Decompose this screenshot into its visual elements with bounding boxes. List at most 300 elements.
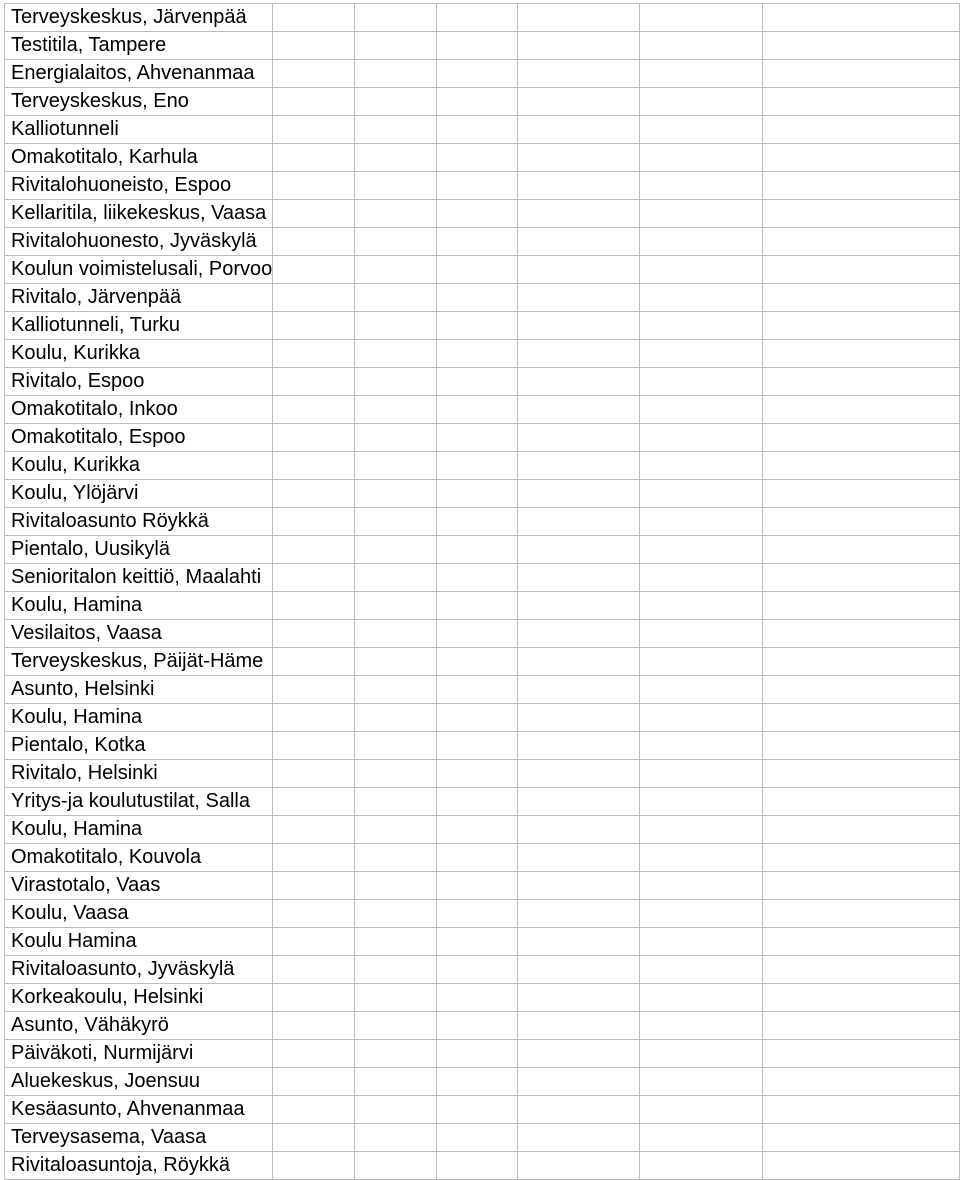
empty-cell[interactable]	[639, 340, 762, 368]
empty-cell[interactable]	[518, 480, 640, 508]
empty-cell[interactable]	[518, 1012, 640, 1040]
empty-cell[interactable]	[273, 1012, 355, 1040]
empty-cell[interactable]	[639, 956, 762, 984]
empty-cell[interactable]	[639, 368, 762, 396]
empty-cell[interactable]	[518, 1152, 640, 1180]
empty-cell[interactable]	[273, 844, 355, 872]
empty-cell[interactable]	[436, 788, 518, 816]
empty-cell[interactable]	[354, 60, 436, 88]
empty-cell[interactable]	[436, 424, 518, 452]
cell-location-name[interactable]	[5, 984, 273, 1012]
cell-location-name[interactable]	[5, 172, 273, 200]
empty-cell[interactable]	[354, 928, 436, 956]
empty-cell[interactable]	[354, 200, 436, 228]
empty-cell[interactable]	[639, 4, 762, 32]
empty-cell[interactable]	[436, 704, 518, 732]
empty-cell[interactable]	[639, 480, 762, 508]
empty-cell[interactable]	[518, 956, 640, 984]
empty-cell[interactable]	[354, 704, 436, 732]
empty-cell[interactable]	[354, 536, 436, 564]
empty-cell[interactable]	[639, 172, 762, 200]
empty-cell[interactable]	[639, 256, 762, 284]
empty-cell[interactable]	[639, 1012, 762, 1040]
empty-cell[interactable]	[763, 116, 960, 144]
empty-cell[interactable]	[518, 228, 640, 256]
empty-cell[interactable]	[354, 508, 436, 536]
cell-location-name[interactable]	[5, 592, 273, 620]
empty-cell[interactable]	[273, 1096, 355, 1124]
empty-cell[interactable]	[763, 88, 960, 116]
cell-location-name[interactable]	[5, 956, 273, 984]
empty-cell[interactable]	[354, 1124, 436, 1152]
empty-cell[interactable]	[354, 1068, 436, 1096]
empty-cell[interactable]	[273, 592, 355, 620]
cell-location-name[interactable]	[5, 704, 273, 732]
empty-cell[interactable]	[763, 620, 960, 648]
cell-location-name[interactable]	[5, 648, 273, 676]
empty-cell[interactable]	[518, 284, 640, 312]
empty-cell[interactable]	[518, 340, 640, 368]
empty-cell[interactable]	[273, 564, 355, 592]
cell-location-name[interactable]	[5, 872, 273, 900]
empty-cell[interactable]	[518, 648, 640, 676]
empty-cell[interactable]	[763, 368, 960, 396]
empty-cell[interactable]	[763, 508, 960, 536]
empty-cell[interactable]	[436, 452, 518, 480]
empty-cell[interactable]	[354, 760, 436, 788]
empty-cell[interactable]	[518, 172, 640, 200]
table-row	[5, 928, 960, 956]
empty-cell[interactable]	[763, 284, 960, 312]
empty-cell[interactable]	[518, 312, 640, 340]
empty-cell[interactable]	[354, 620, 436, 648]
empty-cell[interactable]	[639, 1068, 762, 1096]
empty-cell[interactable]	[273, 1068, 355, 1096]
cell-location-name[interactable]	[5, 1152, 273, 1180]
empty-cell[interactable]	[354, 144, 436, 172]
empty-cell[interactable]	[273, 200, 355, 228]
empty-cell[interactable]	[273, 284, 355, 312]
empty-cell[interactable]	[763, 564, 960, 592]
empty-cell[interactable]	[763, 200, 960, 228]
cell-location-name[interactable]	[5, 1124, 273, 1152]
empty-cell[interactable]	[518, 732, 640, 760]
empty-cell[interactable]	[354, 32, 436, 60]
empty-cell[interactable]	[354, 1096, 436, 1124]
empty-cell[interactable]	[639, 116, 762, 144]
empty-cell[interactable]	[436, 200, 518, 228]
cell-location-name[interactable]	[5, 1040, 273, 1068]
cell-location-name[interactable]	[5, 424, 273, 452]
empty-cell[interactable]	[518, 872, 640, 900]
empty-cell[interactable]	[763, 984, 960, 1012]
empty-cell[interactable]	[354, 648, 436, 676]
empty-cell[interactable]	[518, 816, 640, 844]
empty-cell[interactable]	[273, 340, 355, 368]
empty-cell[interactable]	[436, 536, 518, 564]
empty-cell[interactable]	[639, 200, 762, 228]
empty-cell[interactable]	[518, 1068, 640, 1096]
empty-cell[interactable]	[354, 368, 436, 396]
empty-cell[interactable]	[273, 900, 355, 928]
empty-cell[interactable]	[518, 60, 640, 88]
empty-cell[interactable]	[436, 676, 518, 704]
empty-cell[interactable]	[354, 284, 436, 312]
empty-cell[interactable]	[518, 396, 640, 424]
empty-cell[interactable]	[273, 60, 355, 88]
empty-cell[interactable]	[273, 536, 355, 564]
empty-cell[interactable]	[354, 788, 436, 816]
empty-cell[interactable]	[639, 620, 762, 648]
empty-cell[interactable]	[763, 956, 960, 984]
empty-cell[interactable]	[763, 676, 960, 704]
empty-cell[interactable]	[763, 900, 960, 928]
empty-cell[interactable]	[354, 1040, 436, 1068]
empty-cell[interactable]	[763, 1012, 960, 1040]
empty-cell[interactable]	[436, 312, 518, 340]
empty-cell[interactable]	[273, 676, 355, 704]
empty-cell[interactable]	[354, 340, 436, 368]
empty-cell[interactable]	[518, 508, 640, 536]
empty-cell[interactable]	[518, 1040, 640, 1068]
empty-cell[interactable]	[436, 1096, 518, 1124]
empty-cell[interactable]	[518, 928, 640, 956]
empty-cell[interactable]	[436, 144, 518, 172]
empty-cell[interactable]	[273, 256, 355, 284]
empty-cell[interactable]	[518, 368, 640, 396]
empty-cell[interactable]	[763, 816, 960, 844]
empty-cell[interactable]	[273, 984, 355, 1012]
empty-cell[interactable]	[518, 116, 640, 144]
empty-cell[interactable]	[763, 32, 960, 60]
empty-cell[interactable]	[354, 984, 436, 1012]
empty-cell[interactable]	[763, 1040, 960, 1068]
empty-cell[interactable]	[436, 4, 518, 32]
cell-location-name[interactable]	[5, 816, 273, 844]
empty-cell[interactable]	[354, 1012, 436, 1040]
empty-cell[interactable]	[273, 508, 355, 536]
empty-cell[interactable]	[436, 1040, 518, 1068]
empty-cell[interactable]	[639, 396, 762, 424]
empty-cell[interactable]	[518, 32, 640, 60]
empty-cell[interactable]	[273, 648, 355, 676]
empty-cell[interactable]	[639, 928, 762, 956]
empty-cell[interactable]	[639, 788, 762, 816]
empty-cell[interactable]	[354, 480, 436, 508]
empty-cell[interactable]	[518, 452, 640, 480]
empty-cell[interactable]	[518, 676, 640, 704]
spreadsheet-grid	[4, 3, 960, 1180]
empty-cell[interactable]	[518, 760, 640, 788]
empty-cell[interactable]	[273, 1124, 355, 1152]
empty-cell[interactable]	[639, 816, 762, 844]
empty-cell[interactable]	[436, 172, 518, 200]
empty-cell[interactable]	[639, 1096, 762, 1124]
cell-location-name[interactable]	[5, 928, 273, 956]
empty-cell[interactable]	[639, 424, 762, 452]
empty-cell[interactable]	[518, 704, 640, 732]
cell-location-name[interactable]	[5, 60, 273, 88]
empty-cell[interactable]	[436, 284, 518, 312]
empty-cell[interactable]	[436, 396, 518, 424]
empty-cell[interactable]	[273, 452, 355, 480]
empty-cell[interactable]	[436, 928, 518, 956]
empty-cell[interactable]	[273, 928, 355, 956]
empty-cell[interactable]	[436, 1124, 518, 1152]
empty-cell[interactable]	[354, 4, 436, 32]
empty-cell[interactable]	[763, 1124, 960, 1152]
empty-cell[interactable]	[273, 424, 355, 452]
table-row	[5, 368, 960, 396]
empty-cell[interactable]	[518, 564, 640, 592]
empty-cell[interactable]	[639, 1152, 762, 1180]
cell-location-name[interactable]	[5, 200, 273, 228]
cell-text: Kellaritila, liikekeskus, Vaasa	[11, 202, 267, 224]
cell-location-name[interactable]	[5, 508, 273, 536]
empty-cell[interactable]	[436, 760, 518, 788]
empty-cell[interactable]	[436, 480, 518, 508]
empty-cell[interactable]	[354, 732, 436, 760]
empty-cell[interactable]	[436, 564, 518, 592]
empty-cell[interactable]	[763, 144, 960, 172]
empty-cell[interactable]	[639, 984, 762, 1012]
empty-cell[interactable]	[763, 480, 960, 508]
empty-cell[interactable]	[354, 564, 436, 592]
empty-cell[interactable]	[763, 760, 960, 788]
cell-location-name[interactable]	[5, 676, 273, 704]
empty-cell[interactable]	[639, 1124, 762, 1152]
empty-cell[interactable]	[763, 872, 960, 900]
empty-cell[interactable]	[763, 312, 960, 340]
empty-cell[interactable]	[518, 200, 640, 228]
empty-cell[interactable]	[763, 648, 960, 676]
empty-cell[interactable]	[354, 116, 436, 144]
empty-cell[interactable]	[273, 816, 355, 844]
cell-location-name[interactable]	[5, 32, 273, 60]
empty-cell[interactable]	[763, 732, 960, 760]
empty-cell[interactable]	[354, 844, 436, 872]
cell-location-name[interactable]	[5, 788, 273, 816]
empty-cell[interactable]	[273, 228, 355, 256]
cell-location-name[interactable]	[5, 844, 273, 872]
empty-cell[interactable]	[436, 368, 518, 396]
cell-location-name[interactable]	[5, 396, 273, 424]
cell-location-name[interactable]	[5, 88, 273, 116]
empty-cell[interactable]	[518, 256, 640, 284]
empty-cell[interactable]	[436, 228, 518, 256]
cell-location-name[interactable]	[5, 760, 273, 788]
empty-cell[interactable]	[639, 284, 762, 312]
empty-cell[interactable]	[639, 760, 762, 788]
cell-location-name[interactable]	[5, 480, 273, 508]
empty-cell[interactable]	[763, 452, 960, 480]
empty-cell[interactable]	[273, 788, 355, 816]
empty-cell[interactable]	[639, 312, 762, 340]
empty-cell[interactable]	[273, 144, 355, 172]
empty-cell[interactable]	[518, 1124, 640, 1152]
empty-cell[interactable]	[518, 592, 640, 620]
cell-location-name[interactable]	[5, 340, 273, 368]
empty-cell[interactable]	[639, 704, 762, 732]
empty-cell[interactable]	[273, 396, 355, 424]
empty-cell[interactable]	[354, 872, 436, 900]
empty-cell[interactable]	[354, 88, 436, 116]
empty-cell[interactable]	[518, 900, 640, 928]
empty-cell[interactable]	[436, 1068, 518, 1096]
empty-cell[interactable]	[639, 60, 762, 88]
empty-cell[interactable]	[273, 1040, 355, 1068]
cell-location-name[interactable]	[5, 368, 273, 396]
empty-cell[interactable]	[354, 312, 436, 340]
empty-cell[interactable]	[639, 676, 762, 704]
table-row	[5, 312, 960, 340]
cell-location-name[interactable]	[5, 564, 273, 592]
empty-cell[interactable]	[436, 32, 518, 60]
empty-cell[interactable]	[273, 4, 355, 32]
cell-location-name[interactable]	[5, 620, 273, 648]
empty-cell[interactable]	[354, 900, 436, 928]
empty-cell[interactable]	[273, 956, 355, 984]
empty-cell[interactable]	[639, 844, 762, 872]
empty-cell[interactable]	[273, 620, 355, 648]
cell-location-name[interactable]	[5, 228, 273, 256]
empty-cell[interactable]	[273, 172, 355, 200]
empty-cell[interactable]	[436, 508, 518, 536]
empty-cell[interactable]	[763, 1096, 960, 1124]
cell-location-name[interactable]	[5, 732, 273, 760]
empty-cell[interactable]	[518, 144, 640, 172]
empty-cell[interactable]	[354, 228, 436, 256]
empty-cell[interactable]	[763, 60, 960, 88]
empty-cell[interactable]	[354, 424, 436, 452]
empty-cell[interactable]	[639, 732, 762, 760]
empty-cell[interactable]	[436, 1012, 518, 1040]
empty-cell[interactable]	[639, 144, 762, 172]
empty-cell[interactable]	[436, 340, 518, 368]
empty-cell[interactable]	[518, 1096, 640, 1124]
cell-location-name[interactable]	[5, 284, 273, 312]
empty-cell[interactable]	[436, 116, 518, 144]
empty-cell[interactable]	[273, 32, 355, 60]
empty-cell[interactable]	[273, 872, 355, 900]
empty-cell[interactable]	[639, 592, 762, 620]
empty-cell[interactable]	[436, 872, 518, 900]
empty-cell[interactable]	[639, 452, 762, 480]
empty-cell[interactable]	[518, 620, 640, 648]
cell-location-name[interactable]	[5, 1096, 273, 1124]
empty-cell[interactable]	[763, 172, 960, 200]
empty-cell[interactable]	[763, 256, 960, 284]
empty-cell[interactable]	[518, 4, 640, 32]
empty-cell[interactable]	[436, 984, 518, 1012]
empty-cell[interactable]	[639, 32, 762, 60]
empty-cell[interactable]	[436, 256, 518, 284]
empty-cell[interactable]	[273, 1152, 355, 1180]
empty-cell[interactable]	[639, 564, 762, 592]
empty-cell[interactable]	[763, 536, 960, 564]
empty-cell[interactable]	[763, 844, 960, 872]
empty-cell[interactable]	[763, 228, 960, 256]
empty-cell[interactable]	[763, 424, 960, 452]
empty-cell[interactable]	[273, 704, 355, 732]
empty-cell[interactable]	[518, 536, 640, 564]
empty-cell[interactable]	[518, 984, 640, 1012]
empty-cell[interactable]	[639, 648, 762, 676]
empty-cell[interactable]	[436, 1152, 518, 1180]
cell-location-name[interactable]	[5, 144, 273, 172]
empty-cell[interactable]	[354, 956, 436, 984]
cell-location-name[interactable]	[5, 116, 273, 144]
empty-cell[interactable]	[763, 704, 960, 732]
empty-cell[interactable]	[436, 88, 518, 116]
cell-location-name[interactable]	[5, 1012, 273, 1040]
empty-cell[interactable]	[273, 116, 355, 144]
empty-cell[interactable]	[639, 536, 762, 564]
cell-location-name[interactable]	[5, 256, 273, 284]
empty-cell[interactable]	[436, 844, 518, 872]
empty-cell[interactable]	[273, 312, 355, 340]
empty-cell[interactable]	[273, 732, 355, 760]
empty-cell[interactable]	[354, 676, 436, 704]
empty-cell[interactable]	[639, 1040, 762, 1068]
empty-cell[interactable]	[518, 844, 640, 872]
cell-location-name[interactable]	[5, 1068, 273, 1096]
empty-cell[interactable]	[763, 928, 960, 956]
empty-cell[interactable]	[436, 648, 518, 676]
empty-cell[interactable]	[639, 228, 762, 256]
empty-cell[interactable]	[436, 732, 518, 760]
empty-cell[interactable]	[518, 424, 640, 452]
empty-cell[interactable]	[354, 816, 436, 844]
cell-location-name[interactable]	[5, 536, 273, 564]
empty-cell[interactable]	[273, 368, 355, 396]
empty-cell[interactable]	[436, 956, 518, 984]
empty-cell[interactable]	[763, 592, 960, 620]
empty-cell[interactable]	[763, 4, 960, 32]
empty-cell[interactable]	[639, 88, 762, 116]
empty-cell[interactable]	[436, 816, 518, 844]
cell-text: Rivitalo, Helsinki	[11, 762, 158, 784]
empty-cell[interactable]	[436, 592, 518, 620]
empty-cell[interactable]	[354, 592, 436, 620]
empty-cell[interactable]	[354, 256, 436, 284]
empty-cell[interactable]	[273, 760, 355, 788]
cell-location-name[interactable]	[5, 452, 273, 480]
cell-location-name[interactable]	[5, 312, 273, 340]
empty-cell[interactable]	[639, 508, 762, 536]
empty-cell[interactable]	[273, 88, 355, 116]
cell-location-name[interactable]	[5, 900, 273, 928]
empty-cell[interactable]	[436, 900, 518, 928]
empty-cell[interactable]	[639, 900, 762, 928]
empty-cell[interactable]	[763, 340, 960, 368]
empty-cell[interactable]	[436, 620, 518, 648]
empty-cell[interactable]	[639, 872, 762, 900]
empty-cell[interactable]	[354, 1152, 436, 1180]
empty-cell[interactable]	[763, 396, 960, 424]
empty-cell[interactable]	[354, 452, 436, 480]
empty-cell[interactable]	[436, 60, 518, 88]
empty-cell[interactable]	[763, 1068, 960, 1096]
empty-cell[interactable]	[763, 1152, 960, 1180]
empty-cell[interactable]	[354, 172, 436, 200]
empty-cell[interactable]	[763, 788, 960, 816]
empty-cell[interactable]	[518, 788, 640, 816]
empty-cell[interactable]	[354, 396, 436, 424]
empty-cell[interactable]	[273, 480, 355, 508]
empty-cell[interactable]	[518, 88, 640, 116]
cell-location-name[interactable]	[5, 4, 273, 32]
